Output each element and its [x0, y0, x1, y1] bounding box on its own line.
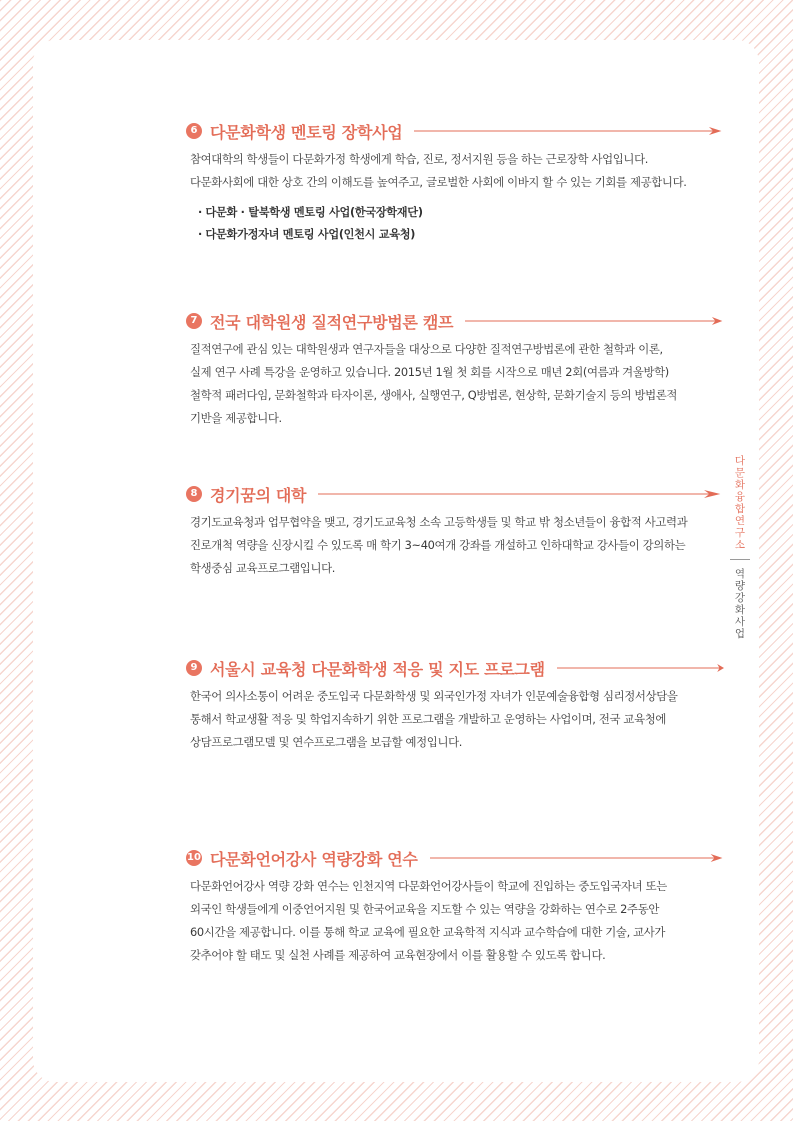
side-char: 사 — [734, 616, 746, 628]
paragraph-line: 학생중심 교육프로그램입니다. — [190, 561, 336, 575]
arrow-rule-icon — [557, 662, 726, 674]
section-body — [186, 148, 726, 246]
paragraph-line: 외국인 학생들에게 이중언어지원 및 한국어교육을 지도할 수 있는 역량을 강화하는 연수로 2주동안 — [190, 902, 660, 916]
section-seoul-program — [186, 655, 726, 754]
side-char: 화 — [734, 479, 746, 491]
side-char: 융 — [734, 491, 746, 503]
paragraph-line: 다문화언어강사 역량 강화 연수는 인천지역 다문화언어강사들이 학교에 진입하는 중도입국자녀 또는 — [190, 879, 667, 893]
section-number-badge: 9 — [186, 660, 202, 676]
paragraph-line: 진로개척 역량을 신장시킬 수 있도록 매 학기 3~40여개 강좌를 개설하고 인하대학교 강사들이 강의하는 — [190, 538, 686, 552]
section-heading — [186, 118, 726, 144]
section-body — [186, 511, 726, 580]
section-heading — [186, 308, 726, 334]
paragraph-line: 참여대학의 학생들이 다문화가정 학생에게 학습, 진로, 정서지원 등을 하는 근로장학 사업입니다. — [190, 152, 649, 166]
side-char: 화 — [734, 604, 746, 616]
paragraph-line: 통해서 학교생활 적응 및 학업지속하기 위한 프로그램을 개발하고 운영하는 사업이며, 전국 교육청에 — [190, 712, 667, 726]
section-number-badge: 7 — [186, 313, 202, 329]
section-number-badge: 8 — [186, 486, 202, 502]
side-char: 업 — [734, 628, 746, 640]
section-title: 다문화언어강사 역량강화 연수 — [210, 849, 418, 869]
side-char: 역 — [734, 568, 746, 580]
side-label-project — [730, 568, 750, 640]
section-heading — [186, 655, 726, 681]
paragraph-line: 다문화사회에 대한 상호 간의 이해도를 높여주고, 글로벌한 사회에 이바지 할 수 있는 기회를 제공합니다. — [190, 175, 687, 189]
paragraph-line: 질적연구에 관심 있는 대학원생과 연구자들을 대상으로 다양한 질적연구방법론에 관한 철학과 이론, — [190, 342, 663, 356]
side-char: 강 — [734, 592, 746, 604]
section-title: 경기꿈의 대학 — [210, 485, 307, 505]
side-char: 다 — [734, 455, 746, 467]
side-char: 량 — [734, 580, 746, 592]
paragraph-line: 기반을 제공합니다. — [190, 411, 282, 425]
side-divider — [730, 559, 750, 560]
side-label-org — [730, 455, 750, 551]
arrow-rule-icon — [318, 488, 726, 500]
paragraph-line: 실제 연구 사례 특강을 운영하고 있습니다. 2015년 1월 첫 회를 시작으로 매년 2회(여름과 겨울방학) — [190, 365, 669, 379]
side-char: 구 — [734, 527, 746, 539]
section-language-instructor — [186, 845, 726, 967]
paragraph-line: 철학적 패러다임, 문화철학과 타자이론, 생애사, 실행연구, Q방법론, 현상학, 문화기술지 등의 방법론적 — [190, 388, 678, 402]
section-number-badge: 6 — [186, 123, 202, 139]
side-char: 문 — [734, 467, 746, 479]
paragraph-line: 60시간을 제공합니다. 이를 통해 학교 교육에 필요한 교육학적 지식과 교수학습에 대한 기술, 교사가 — [190, 925, 666, 939]
side-char: 소 — [734, 539, 746, 551]
paragraph-line: 경기도교육청과 업무협약을 맺고, 경기도교육청 소속 고등학생들 및 학교 밖 청소년들이 융합적 사고력과 — [190, 515, 688, 529]
arrow-rule-icon — [465, 315, 726, 327]
section-heading — [186, 481, 726, 507]
section-title: 서울시 교육청 다문화학생 적응 및 지도 프로그램 — [210, 659, 545, 679]
section-body — [186, 338, 726, 430]
paragraph-line: 상담프로그램모델 및 연수프로그램을 보급할 예정입니다. — [190, 735, 463, 749]
section-mentoring — [186, 118, 726, 246]
side-char: 합 — [734, 503, 746, 515]
section-title: 전국 대학원생 질적연구방법론 캠프 — [210, 312, 454, 332]
bullet-item: · 다문화 · 탈북학생 멘토링 사업(한국장학재단) — [198, 206, 423, 219]
bullet-item: · 다문화가정자녀 멘토링 사업(인천시 교육청) — [198, 228, 416, 241]
section-gyeonggi-dream — [186, 481, 726, 580]
section-body — [186, 875, 726, 967]
section-body — [186, 685, 726, 754]
section-heading — [186, 845, 726, 871]
bullet-list — [190, 202, 726, 246]
side-vertical-label — [730, 455, 750, 640]
section-number-badge: 10 — [186, 850, 202, 866]
paragraph-line: 갖추어야 할 태도 및 실천 사례를 제공하여 교육현장에서 이를 활용할 수 있도록 합니다. — [190, 948, 606, 962]
side-char: 연 — [734, 515, 746, 527]
section-qualitative-camp — [186, 308, 726, 430]
paragraph-line: 한국어 의사소통이 어려운 중도입국 다문화학생 및 외국인가정 자녀가 인문예술융합형 심리정서상담을 — [190, 689, 678, 703]
arrow-rule-icon — [414, 125, 726, 137]
arrow-rule-icon — [430, 852, 726, 864]
section-title: 다문화학생 멘토링 장학사업 — [210, 122, 403, 142]
